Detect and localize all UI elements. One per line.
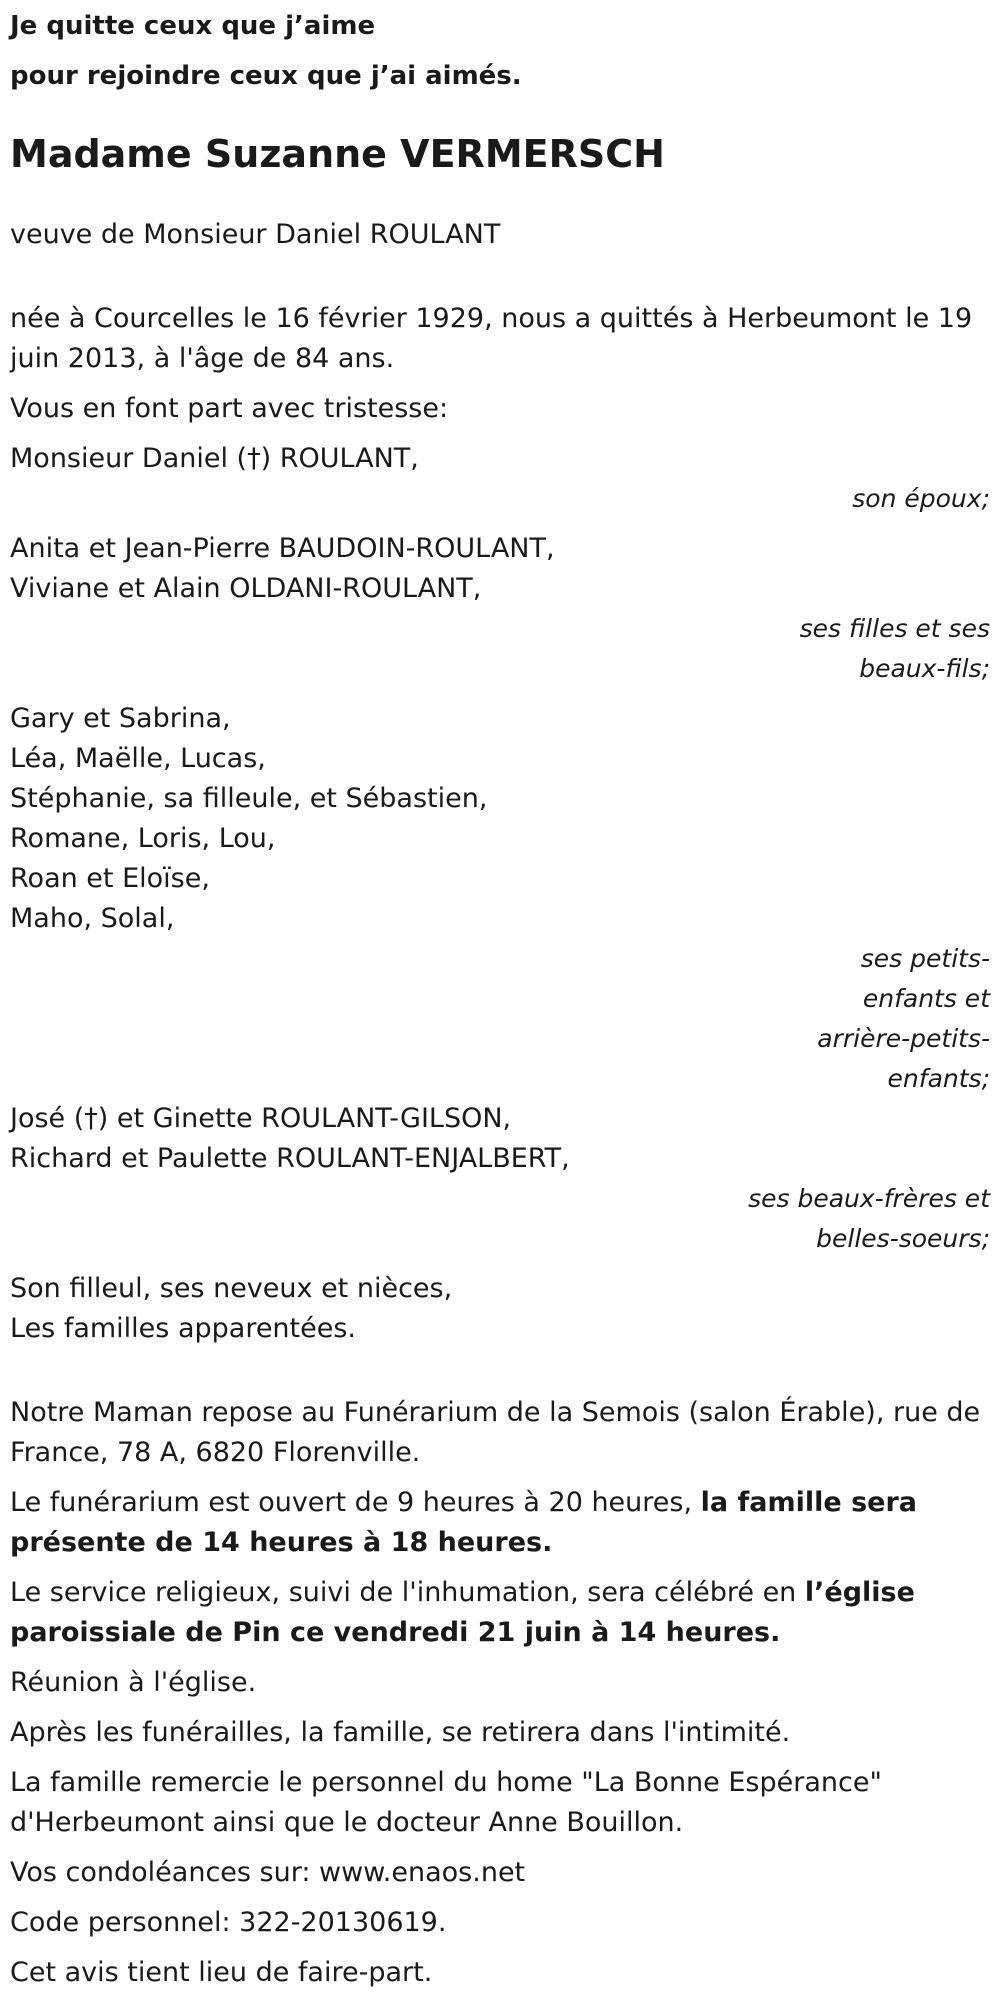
- birth-death-info: née à Courcelles le 16 février 1929, nous a quittés à Herbeumont le 19 juin 2013, à l'âge de 84 ans.: [10, 303, 973, 374]
- family-grandchildren-group: [10, 699, 990, 1099]
- family-member: Roan et Eloïse,: [10, 863, 210, 894]
- family-children-group: [10, 529, 990, 689]
- relation-label-children: ses filles et ses beaux-fils;: [799, 614, 990, 683]
- visiting-hours-text: Le funérarium est ouvert de 9 heures à 20 heures,: [10, 1487, 701, 1518]
- family-member: Léa, Maëlle, Lucas,: [10, 743, 266, 774]
- widow-of: veuve de Monsieur Daniel ROULANT: [10, 219, 501, 250]
- family-spouse-group: [10, 439, 990, 519]
- family-member: Richard et Paulette ROULANT-ENJALBERT,: [10, 1143, 570, 1174]
- family-member: Stéphanie, sa filleule, et Sébastien,: [10, 783, 488, 814]
- visiting-hours-family: la famille sera présente de 14 heures à 18 heures.: [10, 1487, 918, 1558]
- relation-label-spouse: son époux;: [852, 484, 990, 513]
- family-member: Maho, Solal,: [10, 903, 175, 934]
- family-member: Romane, Loris, Lou,: [10, 823, 276, 854]
- thanks-note: La famille remercie le personnel du home "La Bonne Espérance" d'Herbeumont ainsi que le docteur Anne Bouillon.: [10, 1767, 882, 1838]
- deceased-name: Madame Suzanne VERMERSCH: [10, 132, 665, 176]
- personal-code: Code personnel: 322-20130619.: [10, 1907, 447, 1938]
- family-member: Monsieur Daniel (†) ROULANT,: [10, 443, 419, 474]
- condolences-info: Vos condoléances sur: www.enaos.net: [10, 1857, 526, 1888]
- family-member: Les familles apparentées.: [10, 1313, 357, 1344]
- relation-label-grandchildren: ses petits-enfants et arrière-petits-enfants;: [817, 944, 990, 1093]
- family-member: Anita et Jean-Pierre BAUDOIN-ROULANT,: [10, 533, 555, 564]
- epigraph: [10, 1, 990, 101]
- family-others-group: [10, 1269, 990, 1349]
- family-member: Viviane et Alain OLDANI-ROULANT,: [10, 573, 482, 604]
- relation-label-inlaws: ses beaux-frères et belles-soeurs;: [748, 1184, 990, 1253]
- rest-place-info: Notre Maman repose au Funérarium de la Semois (salon Érable), rue de France, 78 A, 6820 Florenville.: [10, 1397, 981, 1468]
- service-info-location: l’église paroissiale de Pin ce vendredi 21 juin à 14 heures.: [10, 1577, 915, 1648]
- family-member: Son filleul, ses neveux et nièces,: [10, 1273, 453, 1304]
- family-member: José (†) et Ginette ROULANT-GILSON,: [10, 1103, 512, 1134]
- family-inlaws-group: [10, 1099, 990, 1259]
- epigraph-line-1: Je quitte ceux que j’aime: [10, 11, 376, 41]
- service-info: [10, 1573, 990, 1653]
- epigraph-line-2: pour rejoindre ceux que j’ai aimés.: [10, 61, 522, 91]
- after-funeral-info: Après les funérailles, la famille, se retirera dans l'intimité.: [10, 1717, 791, 1748]
- service-info-text: Le service religieux, suivi de l'inhumation, sera célébré en: [10, 1577, 805, 1608]
- visiting-hours: [10, 1483, 990, 1563]
- obituary-notice: [0, 1, 1000, 1993]
- announcement-intro: Vous en font part avec tristesse:: [10, 393, 449, 424]
- family-member: Gary et Sabrina,: [10, 703, 231, 734]
- notice-statement: Cet avis tient lieu de faire-part.: [10, 1957, 433, 1988]
- meeting-info: Réunion à l'église.: [10, 1667, 257, 1698]
